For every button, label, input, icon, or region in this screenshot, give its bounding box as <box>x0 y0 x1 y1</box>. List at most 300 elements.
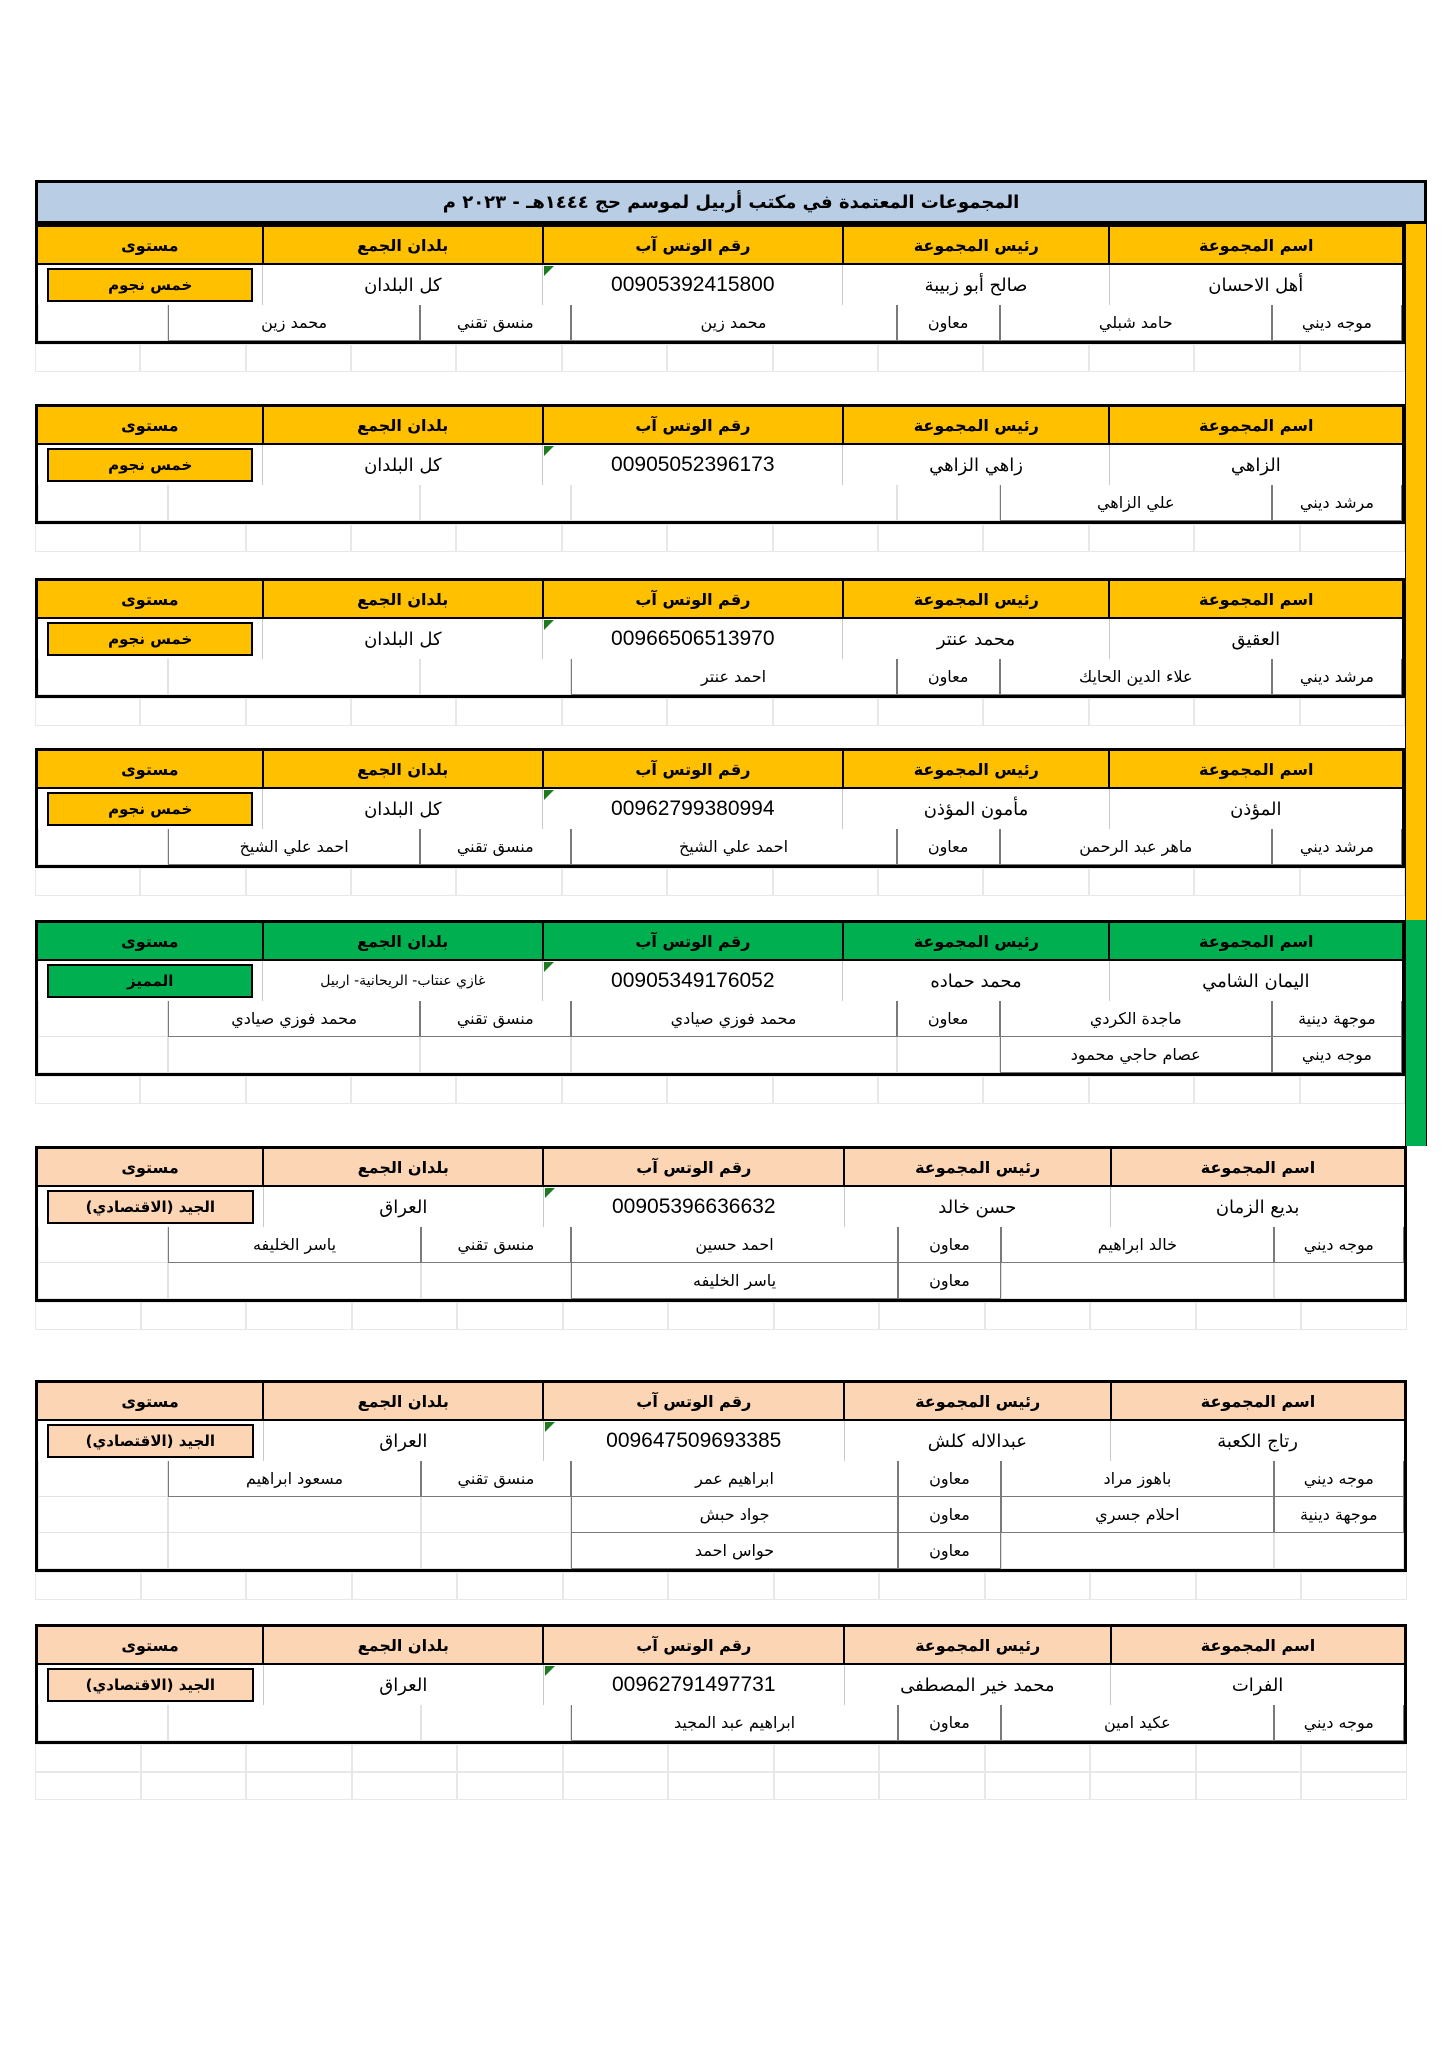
group-section <box>35 1146 1427 1380</box>
leader-cell: زاهي الزاهي <box>842 445 1108 485</box>
column-header-leader: رئيس المجموعة <box>843 1627 1110 1663</box>
empty-cell <box>985 1772 1091 1800</box>
empty-cell <box>35 524 140 552</box>
countries-cell: العراق <box>263 1421 543 1461</box>
leader-cell: محمد عنتر <box>842 619 1108 659</box>
whatsapp-number-cell: 00905349176052 <box>542 961 842 1001</box>
empty-cell <box>667 868 772 896</box>
empty-cell <box>168 1037 420 1073</box>
empty-cell <box>983 698 1088 726</box>
empty-cell <box>897 485 1000 521</box>
empty-cell <box>38 1037 168 1073</box>
column-header-countries: بلدان الجمع <box>262 581 542 617</box>
empty-cell <box>456 1076 561 1104</box>
number-stored-as-text-icon <box>544 790 554 800</box>
column-header-group-name: اسم المجموعة <box>1110 1149 1404 1185</box>
empty-cell <box>457 1744 563 1772</box>
section-rows <box>35 224 1405 404</box>
staff-role-cell: موجه ديني <box>1274 1705 1404 1741</box>
section-rows <box>35 1380 1407 1624</box>
empty-cell <box>774 1772 880 1800</box>
empty-cell <box>668 1772 774 1800</box>
number-stored-as-text-icon <box>545 1422 555 1432</box>
level-cell <box>38 1421 263 1461</box>
empty-cell <box>38 1497 168 1533</box>
staff-name-cell: جواد حبش <box>571 1497 897 1533</box>
empty-cell <box>1196 1302 1302 1330</box>
group-data-row <box>38 445 1402 485</box>
staff-row <box>38 1227 1404 1263</box>
empty-cell <box>983 344 1088 372</box>
column-header-whatsapp: رقم الوتس آب <box>542 1627 843 1663</box>
empty-cell <box>35 1572 141 1600</box>
sheet-title: المجموعات المعتمدة في مكتب أربيل لموسم حج ١٤٤٤هـ - ٢٠٢٣ م <box>35 180 1427 224</box>
staff-role-cell: معاون <box>897 1001 1000 1037</box>
empty-cell <box>38 829 168 865</box>
empty-cell <box>1090 1572 1196 1600</box>
empty-cell <box>878 868 983 896</box>
empty-cell <box>456 868 561 896</box>
column-header-countries: بلدان الجمع <box>262 1627 542 1663</box>
empty-cell <box>1090 1302 1196 1330</box>
leader-cell: محمد خير المصطفى <box>844 1665 1111 1705</box>
empty-cell <box>1089 1076 1194 1104</box>
section-block <box>35 1380 1407 1572</box>
leader-cell: حسن خالد <box>844 1187 1111 1227</box>
empty-cell <box>352 1302 458 1330</box>
empty-cell <box>562 524 667 552</box>
empty-cell <box>456 344 561 372</box>
group-name-cell: الزاهي <box>1109 445 1402 485</box>
empty-cell <box>141 1572 247 1600</box>
level-badge: الجيد (الاقتصادي) <box>47 1668 254 1702</box>
empty-cell <box>1001 1533 1273 1569</box>
staff-role-cell: مرشد ديني <box>1272 485 1402 521</box>
empty-cell <box>35 1302 141 1330</box>
empty-cell <box>140 698 245 726</box>
empty-cell <box>668 1744 774 1772</box>
empty-cell <box>421 1705 572 1741</box>
column-header-row <box>38 581 1402 619</box>
section-block <box>35 748 1405 868</box>
empty-cell <box>1274 1533 1404 1569</box>
empty-cell <box>1194 868 1299 896</box>
empty-cell <box>1194 344 1299 372</box>
empty-cell <box>879 1572 985 1600</box>
staff-role-cell: معاون <box>897 659 1000 695</box>
column-header-group-name: اسم المجموعة <box>1108 923 1402 959</box>
empty-cell <box>773 698 878 726</box>
column-header-row <box>38 1383 1404 1421</box>
section-color-strip <box>1405 920 1427 1146</box>
empty-cell <box>667 1076 772 1104</box>
countries-cell: العراق <box>263 1665 543 1705</box>
section-block <box>35 224 1405 344</box>
empty-cell <box>140 344 245 372</box>
level-badge: خمس نجوم <box>47 268 253 302</box>
empty-cell <box>562 344 667 372</box>
empty-cell <box>35 1076 140 1104</box>
empty-cell <box>878 1076 983 1104</box>
empty-cell <box>1196 1572 1302 1600</box>
empty-cell <box>351 344 456 372</box>
staff-name-cell: احمد عنتر <box>571 659 897 695</box>
empty-cell <box>774 1302 880 1330</box>
group-section <box>35 578 1427 748</box>
empty-grid-row <box>35 1744 1407 1772</box>
column-header-level: مستوى <box>38 923 262 959</box>
column-header-group-name: اسم المجموعة <box>1110 1627 1404 1663</box>
empty-cell <box>38 305 168 341</box>
empty-cell <box>1089 344 1194 372</box>
column-header-leader: رئيس المجموعة <box>842 407 1108 443</box>
empty-grid-row <box>35 1302 1407 1330</box>
countries-cell: كل البلدان <box>262 619 542 659</box>
staff-role-cell: معاون <box>898 1461 1001 1497</box>
level-cell <box>38 1665 263 1705</box>
empty-cell <box>985 1744 1091 1772</box>
staff-role-cell: معاون <box>898 1533 1001 1569</box>
column-header-row <box>38 1627 1404 1665</box>
level-cell <box>38 619 262 659</box>
empty-cell <box>351 524 456 552</box>
section-block <box>35 1146 1407 1302</box>
empty-cell <box>897 1037 1000 1073</box>
empty-cell <box>773 868 878 896</box>
empty-cell <box>985 1302 1091 1330</box>
level-badge: خمس نجوم <box>47 792 253 826</box>
group-sections-container <box>35 224 1427 1800</box>
empty-cell <box>1089 524 1194 552</box>
staff-role-cell: معاون <box>898 1227 1001 1263</box>
column-header-whatsapp: رقم الوتس آب <box>542 923 842 959</box>
staff-name-cell: ياسر الخليفه <box>168 1227 420 1263</box>
whatsapp-number-cell: 00905396636632 <box>543 1187 844 1227</box>
empty-cell <box>562 868 667 896</box>
staff-name-cell: محمد زين <box>168 305 420 341</box>
group-data-row <box>38 961 1402 1001</box>
empty-cell <box>140 524 245 552</box>
level-cell <box>38 265 262 305</box>
staff-row <box>38 1001 1402 1037</box>
staff-role-cell: موجه ديني <box>1274 1461 1404 1497</box>
section-rows <box>35 578 1405 748</box>
empty-cell <box>246 524 351 552</box>
section-color-strip <box>1405 404 1427 578</box>
column-header-countries: بلدان الجمع <box>262 1383 542 1419</box>
empty-cell <box>246 1772 352 1800</box>
column-header-whatsapp: رقم الوتس آب <box>542 227 842 263</box>
empty-cell <box>1089 868 1194 896</box>
empty-cell <box>667 698 772 726</box>
column-header-level: مستوى <box>38 1149 262 1185</box>
empty-cell <box>667 524 772 552</box>
group-section <box>35 748 1427 920</box>
countries-cell: غازي عنتاب- الريحانية- اربيل <box>262 961 542 1001</box>
empty-cell <box>879 1302 985 1330</box>
empty-cell <box>246 1302 352 1330</box>
empty-cell <box>773 344 878 372</box>
level-cell <box>38 1187 263 1227</box>
staff-name-cell: حامد شبلي <box>1000 305 1272 341</box>
staff-role-cell: منسق تقني <box>420 305 571 341</box>
staff-name-cell: علي الزاهي <box>1000 485 1272 521</box>
empty-cell <box>141 1772 247 1800</box>
empty-cell <box>983 868 1088 896</box>
empty-cell <box>421 1263 572 1299</box>
level-badge: خمس نجوم <box>47 622 253 656</box>
empty-cell <box>35 1772 141 1800</box>
countries-cell: العراق <box>263 1187 543 1227</box>
empty-cell <box>246 698 351 726</box>
section-rows <box>35 1146 1407 1380</box>
empty-cell <box>246 344 351 372</box>
column-header-level: مستوى <box>38 227 262 263</box>
column-header-group-name: اسم المجموعة <box>1108 581 1402 617</box>
empty-cell <box>420 1037 571 1073</box>
staff-name-cell: ابراهيم عمر <box>571 1461 897 1497</box>
staff-role-cell: موجهة دينية <box>1272 1001 1402 1037</box>
empty-cell <box>571 485 897 521</box>
empty-cell <box>563 1302 669 1330</box>
empty-grid-row <box>35 868 1405 896</box>
column-header-row <box>38 751 1402 789</box>
empty-cell <box>562 1076 667 1104</box>
staff-role-cell: معاون <box>897 305 1000 341</box>
number-stored-as-text-icon <box>544 446 554 456</box>
whatsapp-number-cell: 00962791497731 <box>543 1665 844 1705</box>
section-rows <box>35 404 1405 578</box>
staff-role-cell: معاون <box>898 1705 1001 1741</box>
empty-cell <box>168 1497 420 1533</box>
empty-cell <box>668 1572 774 1600</box>
empty-cell <box>562 698 667 726</box>
column-header-level: مستوى <box>38 581 262 617</box>
empty-cell <box>420 659 571 695</box>
empty-cell <box>1194 1076 1299 1104</box>
staff-name-cell: ابراهيم عبد المجيد <box>571 1705 897 1741</box>
empty-cell <box>140 868 245 896</box>
column-header-level: مستوى <box>38 1627 262 1663</box>
empty-cell <box>773 1076 878 1104</box>
empty-cell <box>421 1533 572 1569</box>
staff-name-cell: حواس احمد <box>571 1533 897 1569</box>
staff-role-cell: معاون <box>897 829 1000 865</box>
column-header-group-name: اسم المجموعة <box>1110 1383 1404 1419</box>
column-header-countries: بلدان الجمع <box>262 751 542 787</box>
empty-cell <box>456 698 561 726</box>
empty-cell <box>457 1572 563 1600</box>
staff-role-cell: مرشد ديني <box>1272 659 1402 695</box>
number-stored-as-text-icon <box>545 1188 555 1198</box>
section-rows <box>35 920 1405 1146</box>
group-name-cell: بديع الزمان <box>1110 1187 1404 1227</box>
group-data-row <box>38 265 1402 305</box>
group-data-row <box>38 1187 1404 1227</box>
empty-cell <box>38 1461 168 1497</box>
staff-role-cell: منسق تقني <box>421 1461 572 1497</box>
empty-cell <box>1300 524 1405 552</box>
empty-cell <box>985 1572 1091 1600</box>
column-header-leader: رئيس المجموعة <box>842 581 1108 617</box>
whatsapp-number-cell: 00905392415800 <box>542 265 842 305</box>
staff-row <box>38 1263 1404 1299</box>
empty-cell <box>141 1302 247 1330</box>
empty-cell <box>668 1302 774 1330</box>
empty-cell <box>1001 1263 1273 1299</box>
column-header-level: مستوى <box>38 407 262 443</box>
staff-name-cell: باهوز مراد <box>1001 1461 1273 1497</box>
level-badge: الجيد (الاقتصادي) <box>47 1190 254 1224</box>
staff-name-cell: محمد فوزي صيادي <box>168 1001 420 1037</box>
empty-cell <box>35 344 140 372</box>
empty-cell <box>1300 698 1405 726</box>
column-header-row <box>38 923 1402 961</box>
empty-cell <box>35 698 140 726</box>
empty-cell <box>168 659 420 695</box>
empty-cell <box>1301 1744 1407 1772</box>
staff-row <box>38 829 1402 865</box>
empty-cell <box>879 1772 985 1800</box>
empty-cell <box>878 698 983 726</box>
empty-cell <box>168 1533 420 1569</box>
level-cell <box>38 445 262 485</box>
empty-cell <box>246 1572 352 1600</box>
staff-name-cell: ماهر عبد الرحمن <box>1000 829 1272 865</box>
empty-cell <box>983 1076 1088 1104</box>
empty-cell <box>246 868 351 896</box>
group-name-cell: الفرات <box>1110 1665 1404 1705</box>
level-cell <box>38 961 262 1001</box>
column-header-leader: رئيس المجموعة <box>842 227 1108 263</box>
staff-role-cell: معاون <box>898 1497 1001 1533</box>
empty-cell <box>351 1076 456 1104</box>
whatsapp-number-cell: 009647509693385 <box>543 1421 844 1461</box>
empty-cell <box>35 1744 141 1772</box>
empty-cell <box>35 868 140 896</box>
empty-cell <box>879 1744 985 1772</box>
column-header-countries: بلدان الجمع <box>262 407 542 443</box>
staff-name-cell: احلام جسري <box>1001 1497 1273 1533</box>
empty-cell <box>1194 524 1299 552</box>
section-rows <box>35 748 1405 920</box>
empty-cell <box>1300 868 1405 896</box>
staff-row <box>38 305 1402 341</box>
column-header-leader: رئيس المجموعة <box>842 751 1108 787</box>
column-header-row <box>38 407 1402 445</box>
empty-cell <box>878 344 983 372</box>
group-section <box>35 224 1427 404</box>
empty-cell <box>1089 698 1194 726</box>
empty-cell <box>246 1744 352 1772</box>
whatsapp-number-cell: 00966506513970 <box>542 619 842 659</box>
empty-cell <box>352 1572 458 1600</box>
staff-role-cell: موجه ديني <box>1272 1037 1402 1073</box>
staff-name-cell: محمد فوزي صيادي <box>571 1001 897 1037</box>
staff-role-cell: منسق تقني <box>420 1001 571 1037</box>
empty-grid-row <box>35 1572 1407 1600</box>
number-stored-as-text-icon <box>545 1666 555 1676</box>
number-stored-as-text-icon <box>544 266 554 276</box>
group-section <box>35 404 1427 578</box>
empty-cell <box>420 485 571 521</box>
empty-cell <box>38 1705 168 1741</box>
staff-role-cell: موجهة دينية <box>1274 1497 1404 1533</box>
column-header-countries: بلدان الجمع <box>262 227 542 263</box>
staff-role-cell: موجه ديني <box>1272 305 1402 341</box>
section-color-strip <box>1407 1624 1427 1800</box>
empty-cell <box>1300 1076 1405 1104</box>
empty-cell <box>563 1772 669 1800</box>
empty-cell <box>563 1572 669 1600</box>
number-stored-as-text-icon <box>544 962 554 972</box>
whatsapp-number-cell: 00962799380994 <box>542 789 842 829</box>
column-header-leader: رئيس المجموعة <box>843 1149 1110 1185</box>
column-header-countries: بلدان الجمع <box>262 1149 542 1185</box>
group-name-cell: أهل الاحسان <box>1109 265 1402 305</box>
column-header-row <box>38 227 1402 265</box>
empty-cell <box>351 698 456 726</box>
empty-grid-row <box>35 524 1405 552</box>
staff-row <box>38 485 1402 521</box>
empty-cell <box>878 524 983 552</box>
group-section <box>35 1624 1427 1800</box>
staff-name-cell: عكيد امين <box>1001 1705 1273 1741</box>
empty-cell <box>38 1533 168 1569</box>
column-header-whatsapp: رقم الوتس آب <box>542 1383 843 1419</box>
group-data-row <box>38 619 1402 659</box>
group-name-cell: رتاج الكعبة <box>1110 1421 1404 1461</box>
empty-cell <box>457 1772 563 1800</box>
staff-role-cell: منسق تقني <box>421 1227 572 1263</box>
section-color-strip <box>1407 1146 1427 1380</box>
empty-cell <box>774 1744 880 1772</box>
group-data-row <box>38 1421 1404 1461</box>
empty-cell <box>1090 1744 1196 1772</box>
empty-cell <box>38 1001 168 1037</box>
empty-cell <box>1090 1772 1196 1800</box>
section-color-strip <box>1407 1380 1427 1624</box>
section-color-strip <box>1405 224 1427 404</box>
column-header-row <box>38 1149 1404 1187</box>
empty-cell <box>1301 1772 1407 1800</box>
group-section <box>35 1380 1427 1624</box>
column-header-countries: بلدان الجمع <box>262 923 542 959</box>
empty-cell <box>1300 344 1405 372</box>
empty-cell <box>983 524 1088 552</box>
empty-grid-row <box>35 698 1405 726</box>
empty-grid-row <box>35 344 1405 372</box>
whatsapp-number-cell: 00905052396173 <box>542 445 842 485</box>
staff-role-cell: موجه ديني <box>1274 1227 1404 1263</box>
empty-cell <box>667 344 772 372</box>
staff-name-cell: محمد زين <box>571 305 897 341</box>
staff-name-cell: عصام حاجي محمود <box>1000 1037 1272 1073</box>
countries-cell: كل البلدان <box>262 265 542 305</box>
staff-role-cell: منسق تقني <box>420 829 571 865</box>
countries-cell: كل البلدان <box>262 445 542 485</box>
empty-cell <box>773 524 878 552</box>
empty-cell <box>38 485 168 521</box>
level-badge: خمس نجوم <box>47 448 253 482</box>
leader-cell: صالح أبو زبيبة <box>842 265 1108 305</box>
staff-name-cell: مسعود ابراهيم <box>168 1461 420 1497</box>
column-header-group-name: اسم المجموعة <box>1108 227 1402 263</box>
leader-cell: مأمون المؤذن <box>842 789 1108 829</box>
countries-cell: كل البلدان <box>262 789 542 829</box>
empty-cell <box>141 1744 247 1772</box>
empty-cell <box>456 524 561 552</box>
